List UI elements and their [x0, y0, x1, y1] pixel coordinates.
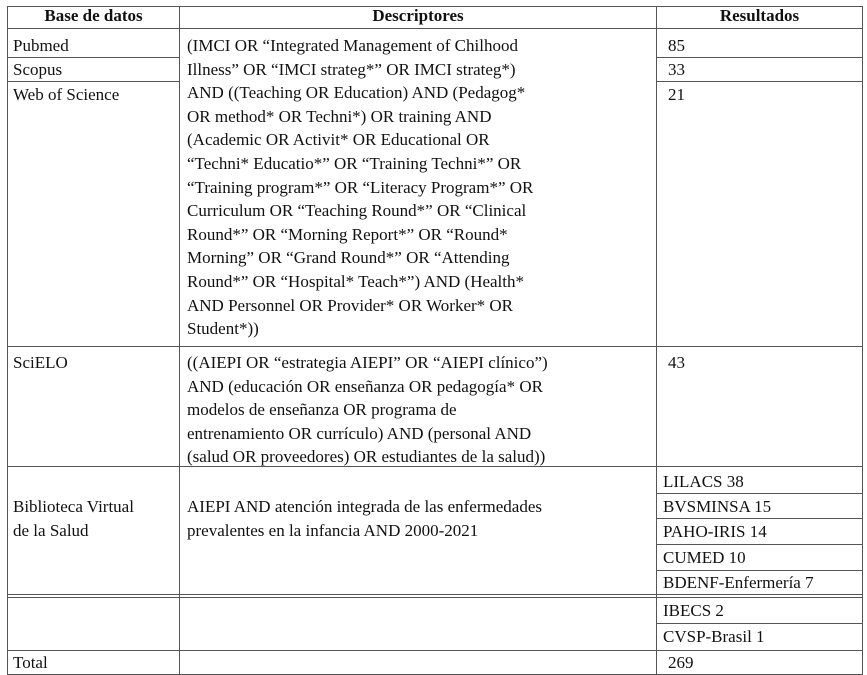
header-descriptores: Descriptores — [372, 6, 464, 25]
result-cell: 21 — [668, 85, 685, 104]
header-resultados: Resultados — [719, 6, 800, 25]
result-divider-7 — [656, 623, 863, 624]
database-cell: SciELO — [13, 353, 68, 372]
database-cell: Web of Science — [13, 85, 120, 104]
database-cell: Scopus — [13, 60, 63, 79]
column-divider-1 — [179, 6, 180, 675]
descriptor-line: (Academic OR Activit* OR Educational OR — [187, 130, 490, 150]
descriptor-line: ((AIEPI OR “estrategia AIEPI” OR “AIEPI clínico”) — [187, 353, 548, 372]
header-divider — [7, 28, 863, 29]
descriptor-cell-group3 — [187, 495, 655, 542]
database-line: de la Salud — [13, 520, 89, 540]
database-line: Biblioteca Virtual — [13, 497, 134, 516]
descriptor-line: AND (educación OR enseñanza OR pedagogía* OR — [187, 376, 543, 396]
descriptor-cell-group2 — [187, 351, 655, 469]
database-cell: Pubmed — [13, 36, 69, 55]
descriptor-line: Round*” OR “Morning Report*” OR “Round* — [187, 224, 508, 244]
descriptor-line: Curriculum OR “Teaching Round*” OR “Clinical — [187, 201, 527, 221]
result-cell: CUMED 10 — [663, 548, 746, 567]
table-border-right — [862, 6, 863, 675]
descriptor-line: Morning” OR “Grand Round*” OR “Attending — [187, 248, 510, 268]
descriptor-line: “Techni* Educatio*” OR “Training Techni*” OR — [187, 153, 522, 173]
descriptor-line: Student*)) — [187, 319, 259, 339]
row-divider-group1 — [7, 346, 863, 347]
descriptor-line: Round*” OR “Hospital* Teach*”) AND (Health* — [187, 271, 525, 291]
descriptor-line: Illness” OR “IMCI strateg*” OR IMCI strateg*) — [187, 59, 516, 79]
descriptor-line: AND ((Teaching OR Education) AND (Pedagog* — [187, 83, 526, 103]
descriptor-line: modelos de enseñanza OR programa de — [187, 400, 457, 420]
result-cell: BVSMINSA 15 — [663, 497, 772, 516]
descriptor-line: (salud OR proveedores) OR estudiantes de la salud)) — [187, 447, 546, 467]
table-border-left — [7, 6, 8, 675]
result-cell: CVSP-Brasil 1 — [663, 627, 765, 646]
database-cell-bvs — [13, 495, 179, 542]
result-cell: PAHO-IRIS 14 — [663, 522, 767, 541]
header-base-de-datos: Base de datos — [44, 6, 143, 25]
result-cell: 33 — [668, 60, 685, 79]
descriptor-line: OR method* OR Techni*) OR training AND — [187, 106, 492, 126]
result-cell: 43 — [668, 353, 685, 372]
result-divider-2 — [656, 81, 863, 82]
descriptor-line: prevalentes en la infancia AND 2000-2021 — [187, 520, 479, 540]
result-divider-1 — [656, 57, 863, 58]
result-cell: BDENF-Enfermería 7 — [663, 573, 814, 592]
result-cell: LILACS 38 — [663, 472, 744, 491]
column-divider-2 — [656, 6, 657, 675]
descriptor-line: AIEPI AND atención integrada de las enfermedades — [187, 497, 542, 516]
descriptor-line: “Training program*” OR “Literacy Program*” OR — [187, 177, 534, 197]
total-value: 269 — [668, 653, 694, 672]
result-cell: IBECS 2 — [663, 601, 724, 620]
descriptor-line: AND Personnel OR Provider* OR Worker* OR — [187, 295, 514, 315]
result-cell: 85 — [668, 36, 685, 55]
total-label: Total — [13, 653, 48, 672]
descriptor-line: entrenamiento OR currículo) AND (personal AND — [187, 423, 532, 443]
row-divider-group3b — [7, 597, 863, 598]
row-divider-group4 — [7, 650, 863, 651]
result-divider-5 — [656, 544, 863, 545]
descriptor-line: (IMCI OR “Integrated Management of Chilhood — [187, 36, 518, 55]
descriptor-cell-group1 — [187, 34, 655, 341]
